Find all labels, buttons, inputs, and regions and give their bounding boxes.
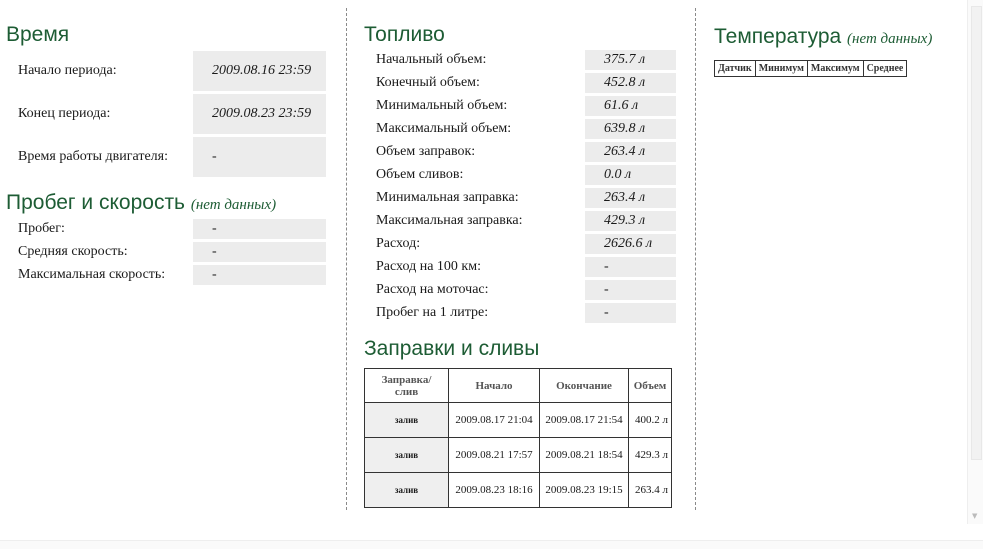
avg-speed-value: -: [193, 242, 326, 262]
fuel-end-value: 452.8 л: [585, 73, 676, 93]
consumption-label: Расход:: [376, 236, 421, 251]
table-row: [358, 234, 676, 254]
horizontal-scrollbar[interactable]: [0, 540, 983, 549]
refuel-type: залив: [365, 473, 449, 508]
consumption-100km-value: -: [585, 257, 676, 277]
fuel-table: [358, 47, 676, 326]
refuels-table: [364, 368, 672, 508]
scroll-down-arrow-icon[interactable]: ▼: [972, 512, 978, 520]
max-speed-value: -: [193, 265, 326, 285]
refuel-start: 2009.08.21 17:57: [449, 438, 540, 473]
refuel-end: 2009.08.17 21:54: [540, 403, 629, 438]
km-per-liter-value: -: [585, 303, 676, 323]
mileage-label: Пробег:: [18, 221, 65, 236]
table-header-row: [365, 369, 672, 403]
fuel-min-value: 61.6 л: [585, 96, 676, 116]
temperature-table: [714, 60, 907, 77]
engine-time-label: Время работы двигателя:: [18, 149, 168, 164]
table-row: [0, 51, 326, 91]
period-end-value: 2009.08.23 23:59: [193, 94, 326, 134]
table-row: [358, 73, 676, 93]
avg-speed-label: Средняя скорость:: [18, 244, 128, 259]
col-header-avg: Среднее: [863, 61, 907, 77]
table-row: [358, 142, 676, 162]
column-fuel: [358, 0, 688, 508]
table-row: [358, 165, 676, 185]
table-row: [0, 94, 326, 134]
max-speed-label: Максимальная скорость:: [18, 267, 166, 282]
refuel-volume: 263.4 л: [629, 473, 672, 508]
refuel-volume: 429.3 л: [629, 438, 672, 473]
time-section-title: [6, 22, 336, 48]
max-refuel-label: Максимальная заправка:: [376, 213, 523, 228]
refuel-type: залив: [365, 403, 449, 438]
refuel-volume: 400.2 л: [629, 403, 672, 438]
mileage-section-title: [6, 190, 336, 218]
refuel-volume-value: 263.4 л: [585, 142, 676, 162]
table-row: [365, 473, 672, 508]
drain-volume-value: 0.0 л: [585, 165, 676, 185]
table-header-row: [715, 61, 907, 77]
column-divider: [695, 8, 696, 510]
table-row: [0, 219, 326, 239]
refuel-volume-label: Объем заправок:: [376, 144, 476, 159]
mileage-table: [0, 216, 326, 288]
temperature-section-title: [714, 24, 962, 52]
min-refuel-label: Минимальная заправка:: [376, 190, 519, 205]
column-temperature: [706, 0, 962, 77]
table-row: [358, 96, 676, 116]
table-row: [358, 280, 676, 300]
consumption-mh-label: Расход на моточас:: [376, 282, 489, 297]
col-header-volume: Объем: [629, 369, 672, 403]
fuel-start-label: Начальный объем:: [376, 52, 487, 67]
col-header-sensor: Датчик: [715, 61, 756, 77]
temperature-nodata: (нет данных): [847, 31, 933, 47]
column-time-mileage: [0, 0, 336, 288]
col-header-min: Минимум: [755, 61, 807, 77]
col-header-type: Заправка/ слив: [365, 369, 449, 403]
max-refuel-value: 429.3 л: [585, 211, 676, 231]
mileage-nodata: (нет данных): [190, 197, 277, 213]
fuel-max-value: 639.8 л: [585, 119, 676, 139]
period-start-value: 2009.08.16 23:59: [193, 51, 326, 91]
refuels-section-title: [364, 336, 688, 362]
km-per-liter-label: Пробег на 1 литре:: [376, 305, 489, 320]
refuel-start: 2009.08.23 18:16: [449, 473, 540, 508]
table-row: [0, 265, 326, 285]
period-end-label: Конец периода:: [18, 106, 111, 121]
mileage-title-text: Пробег и скорость: [6, 191, 186, 214]
table-row: [0, 242, 326, 262]
table-row: [358, 50, 676, 70]
drain-volume-label: Объем сливов:: [376, 167, 464, 182]
refuel-type: залив: [365, 438, 449, 473]
table-row: [358, 303, 676, 323]
table-row: [0, 137, 326, 177]
refuel-start: 2009.08.17 21:04: [449, 403, 540, 438]
fuel-section-title: [364, 22, 688, 48]
refuels-title-text: Заправки и сливы: [364, 337, 540, 360]
table-row: [358, 211, 676, 231]
fuel-max-label: Максимальный объем:: [376, 121, 512, 136]
refuel-end: 2009.08.21 18:54: [540, 438, 629, 473]
column-divider: [346, 8, 347, 510]
engine-time-value: -: [193, 137, 326, 177]
table-row: [365, 403, 672, 438]
col-header-max: Максимум: [807, 61, 863, 77]
consumption-100km-label: Расход на 100 км:: [376, 259, 481, 274]
mileage-value: -: [193, 219, 326, 239]
table-row: [358, 257, 676, 277]
vertical-scrollbar[interactable]: [967, 0, 983, 524]
fuel-end-label: Конечный объем:: [376, 75, 480, 90]
fuel-start-value: 375.7 л: [585, 50, 676, 70]
period-start-label: Начало периода:: [18, 63, 117, 78]
scrollbar-thumb[interactable]: [971, 6, 982, 460]
fuel-title-text: Топливо: [364, 23, 445, 46]
table-row: [358, 188, 676, 208]
temperature-title-text: Температура: [714, 25, 842, 48]
refuel-end: 2009.08.23 19:15: [540, 473, 629, 508]
table-row: [358, 119, 676, 139]
col-header-end: Окончание: [540, 369, 629, 403]
min-refuel-value: 263.4 л: [585, 188, 676, 208]
consumption-value: 2626.6 л: [585, 234, 676, 254]
table-row: [365, 438, 672, 473]
col-header-start: Начало: [449, 369, 540, 403]
time-title-text: Время: [6, 23, 70, 46]
consumption-mh-value: -: [585, 280, 676, 300]
time-table: [0, 48, 326, 180]
fuel-min-label: Минимальный объем:: [376, 98, 508, 113]
